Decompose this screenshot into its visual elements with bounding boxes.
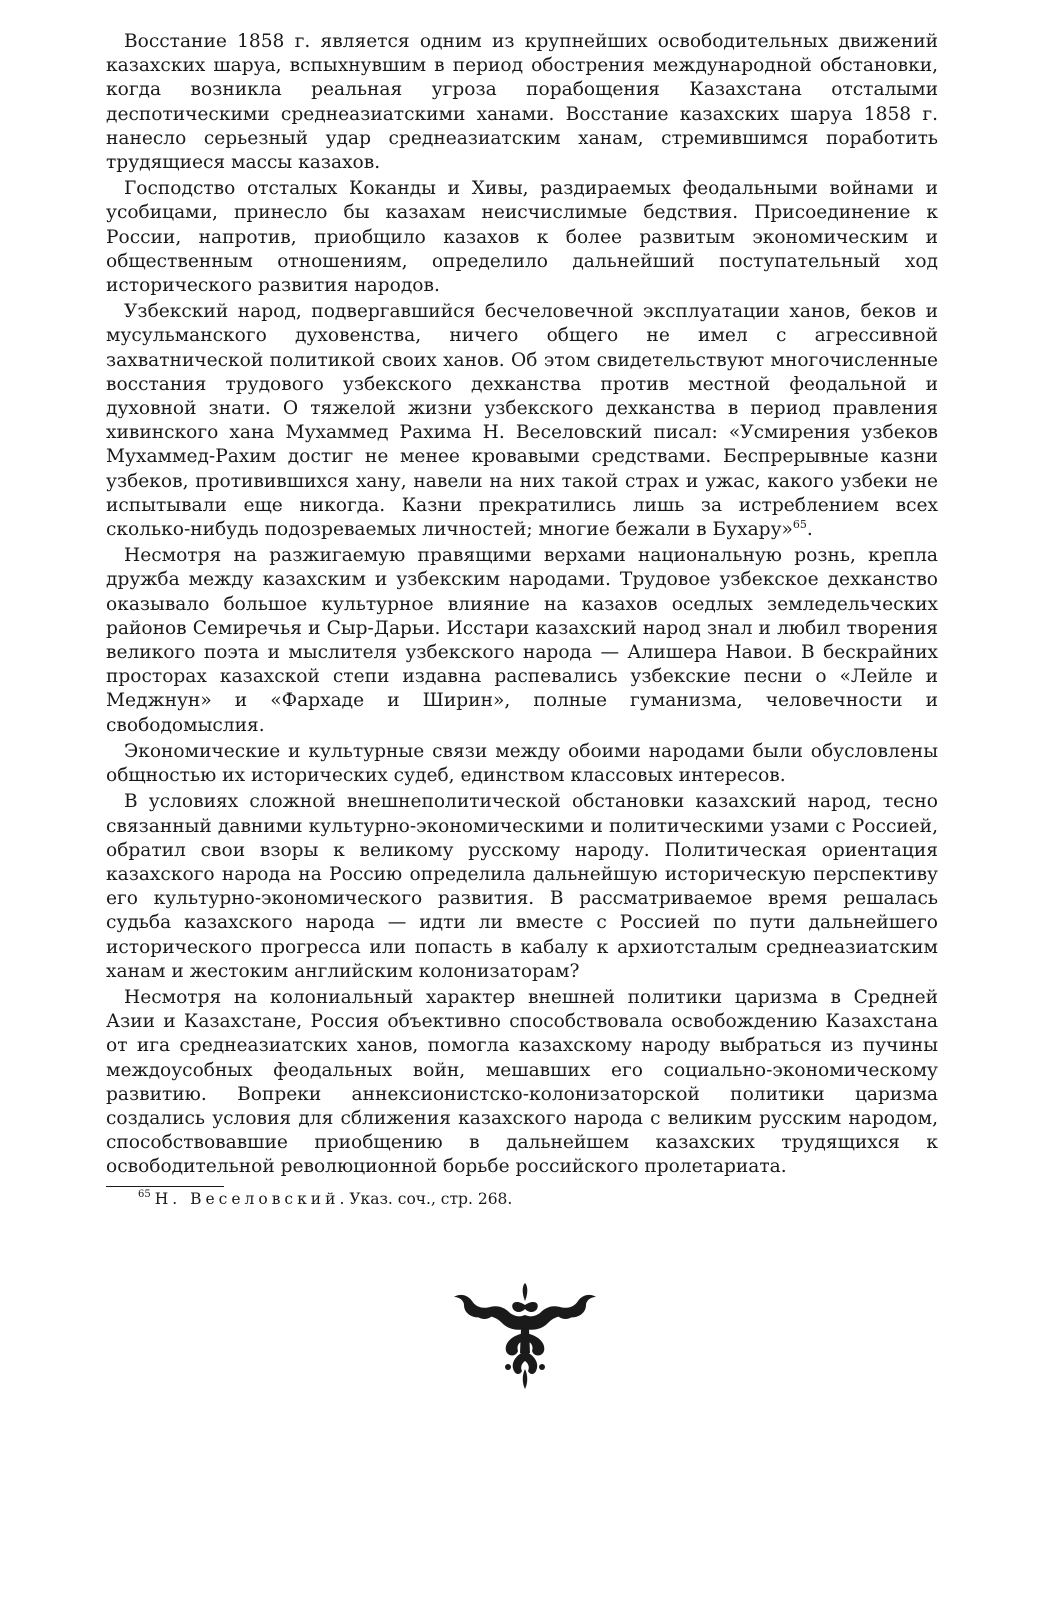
paragraph-3 <box>106 300 938 542</box>
floral-tailpiece-ornament-icon <box>450 1283 600 1389</box>
footnote-author: Н. Веселовский <box>154 1189 340 1208</box>
footnote-divider <box>106 1186 224 1187</box>
page-text <box>106 30 938 1209</box>
paragraph-1: Восстание 1858 г. является одним из крупнейших освободительных движений казахских шаруа, вспыхнувшим в период обострения международной обстановки, когда возникла реальная угроза порабощения Казахстана отсталыми деспотическими среднеазиатскими ханами. Восстание казахских шаруа 1858 г. нанесло серьезный удар среднеазиатским ханам, стремившимся поработить трудящиеся массы казахов. <box>106 31 938 174</box>
footnote-mark: 65 <box>138 1189 151 1201</box>
paragraph-2: Господство отсталых Коканды и Хивы, раздираемых феодальными войнами и усобицами, принесло бы казахам неисчислимые бедствия. Присоединение к России, напротив, приобщило казахов к более развитым экономическим и общественным отношениям, определило дальнейший поступательный ход исторического развития народов. <box>106 178 938 297</box>
paragraph-5: Экономические и культурные связи между обоими народами были обусловлены общностью их исторических судеб, единством классовых интересов. <box>106 740 938 787</box>
footnote <box>106 1189 938 1209</box>
paragraph-3-end: . <box>806 519 813 541</box>
footnote-text: . Указ. соч., стр. 268. <box>339 1189 513 1208</box>
paragraph-7: Несмотря на колониальный характер внешней политики царизма в Средней Азии и Казахстане, Россия объективно способствовала освобождению Казахстана от ига среднеазиатских ханов, помогла казахскому народу выбраться из пучины междоусобных феодальных войн, мешавших его социально-экономическому развитию. Вопреки аннексионистско-колонизаторской политики царизма создались условия для сближения казахского народа с великим русским народом, способствовавшие приобщению в дальнейшем казахских трудящихся к освободительной революционной борьбе российского пролетариата. <box>106 986 938 1178</box>
paragraph-6: В условиях сложной внешнеполитической обстановки казахский народ, тесно связанный давними культурно-экономическими и политическими узами с Россией, обратил свои взоры к великому русскому народу. Политическая ориентация казахского народа на Россию определила дальнейшую историческую перспективу его культурно-экономического развития. В рассматриваемое время решалась судьба казахского народа — идти ли вместе с Россией по пути дальнейшего исторического прогресса или попасть в кабалу к архиотсталым среднеазиатским ханам и жестоким английским колонизаторам? <box>106 791 938 982</box>
paragraph-4: Несмотря на разжигаемую правящими верхами национальную рознь, крепла дружба между казахским и узбекским народами. Трудовое узбекское дехканство оказывало большое культурное влияние на казахов оседлых земледельческих районов Семиречья и Сыр-Дарьи. Исстари казахский народ знал и любил творения великого поэта и мыслителя узбекского народа — Алишера Навои. В бескрайних просторах казахской степи издавна распевались узбекские песни о «Лейле и Меджнун» и «Фархаде и Ширин», полные гуманизма, человечности и свободомыслия. <box>106 545 938 736</box>
footnote-reference[interactable]: 65 <box>792 517 807 531</box>
paragraph-3-text: Узбекский народ, подвергавшийся бесчеловечной эксплуатации ханов, беков и мусульманского духовенства, ничего общего не имел с агрессивной захватнической политикой своих ханов. Об этом свидетельствуют многочисленные восстания трудового узбекского дехканства против местной феодальной и духовной знати. О тяжелой жизни узбекского дехканства в период правления хивинского хана Мухаммед Рахима Н. Веселовский писал: «Усмирения узбеков Мухаммед-Рахим достиг не менее кровавыми средствами. Беспрерывные казни узбеков, противившихся хану, навели на них такой страх и ужас, какого узбеки не испытывали еще никогда. Казни прекратились лишь за истреблением всех сколько-нибудь подозреваемых личностей; многие бежали в Бухару» <box>106 301 938 541</box>
